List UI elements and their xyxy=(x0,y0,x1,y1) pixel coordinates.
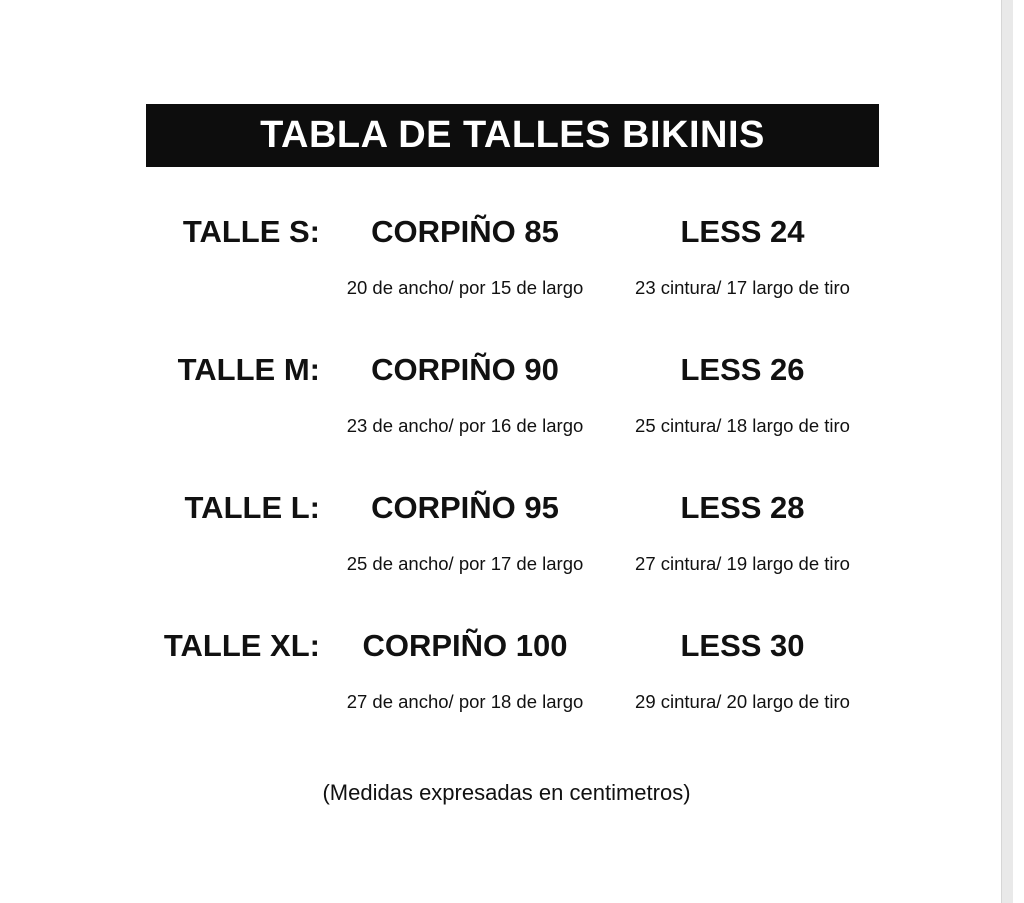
top-piece-size: CORPIÑO 85 xyxy=(371,214,559,249)
top-piece-measurements: 23 de ancho/ por 16 de largo xyxy=(346,415,584,436)
top-piece-measurements: 27 de ancho/ por 18 de largo xyxy=(346,691,584,712)
bottom-piece-size: LESS 30 xyxy=(680,628,805,663)
bottom-piece-size: LESS 28 xyxy=(680,490,805,525)
page-title: TABLA DE TALLES BIKINIS xyxy=(260,114,765,156)
bottom-piece-size: LESS 26 xyxy=(680,352,805,387)
top-piece-size: CORPIÑO 100 xyxy=(362,628,568,663)
row-main xyxy=(0,620,1013,672)
row-main xyxy=(0,344,1013,396)
row-detail xyxy=(0,268,1013,308)
table-row xyxy=(0,620,1013,758)
row-detail xyxy=(0,406,1013,446)
row-main xyxy=(0,482,1013,534)
title-banner xyxy=(146,104,879,167)
bottom-piece-measurements: 25 cintura/ 18 largo de tiro xyxy=(635,415,850,436)
bottom-piece-size: LESS 24 xyxy=(680,214,805,249)
top-piece-measurements: 20 de ancho/ por 15 de largo xyxy=(346,277,584,298)
size-label: TALLE S: xyxy=(182,214,320,249)
row-main xyxy=(0,206,1013,258)
top-piece-size: CORPIÑO 95 xyxy=(371,490,559,525)
bottom-piece-measurements: 23 cintura/ 17 largo de tiro xyxy=(635,277,850,298)
row-detail xyxy=(0,682,1013,722)
page-right-margin xyxy=(1001,0,1013,903)
table-row xyxy=(0,482,1013,620)
top-piece-measurements: 25 de ancho/ por 17 de largo xyxy=(346,553,584,574)
size-rows xyxy=(0,206,1013,758)
size-label: TALLE M: xyxy=(177,352,320,387)
table-row xyxy=(0,206,1013,344)
top-piece-size: CORPIÑO 90 xyxy=(371,352,559,387)
size-label: TALLE L: xyxy=(184,490,320,525)
row-detail xyxy=(0,544,1013,584)
units-footnote: (Medidas expresadas en centimetros) xyxy=(322,780,691,805)
bottom-piece-measurements: 27 cintura/ 19 largo de tiro xyxy=(635,553,850,574)
table-row xyxy=(0,344,1013,482)
size-label: TALLE XL: xyxy=(163,628,320,663)
bottom-piece-measurements: 29 cintura/ 20 largo de tiro xyxy=(635,691,850,712)
